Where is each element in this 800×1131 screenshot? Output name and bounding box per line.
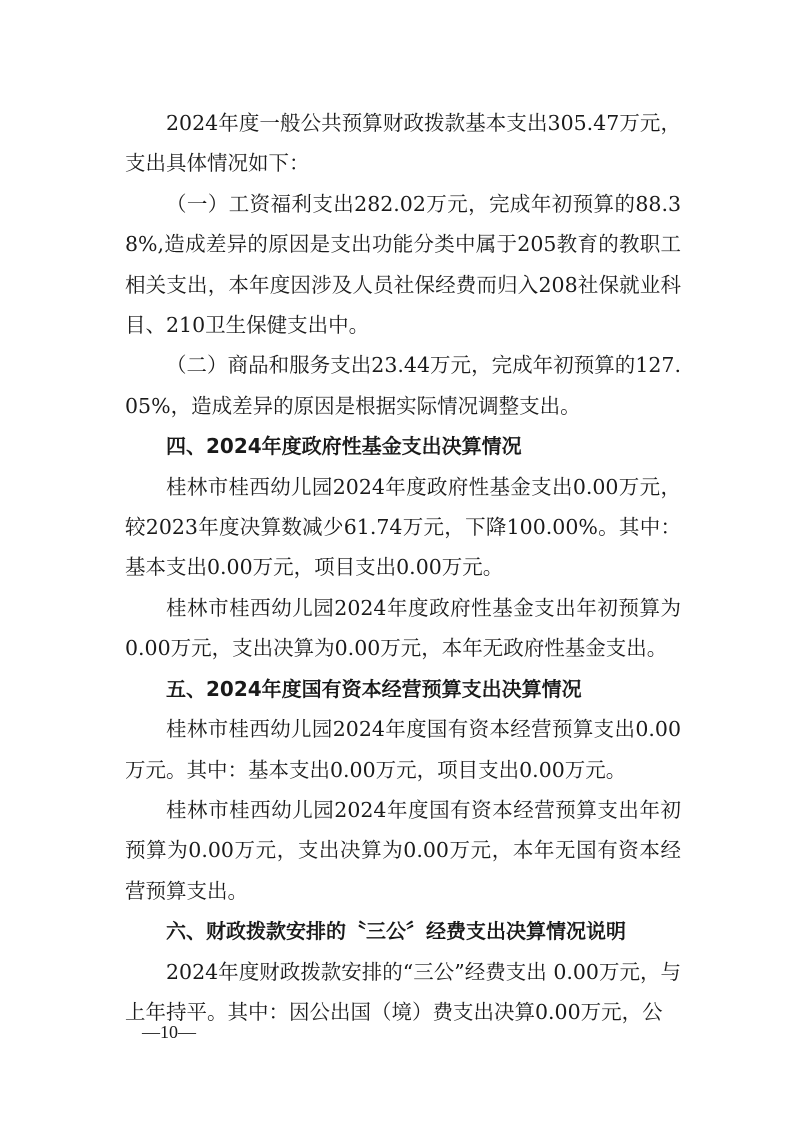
paragraph-state-capital-budget: 桂林市桂西幼儿园2024年度国有资本经营预算支出年初预算为0.00万元，支出决算为0.00万元，本年无国有资本经营预算支出。 [125,797,681,903]
section-heading-three-public: 六、财政拨款安排的〝三公〞经费支出决算情况说明 [166,919,626,944]
paragraph-basic-expenditure: 2024年度一般公共预算财政拨款基本支出305.47万元，支出具体情况如下： [125,111,681,176]
section-heading-state-capital: 五、2024年度国有资本经营预算支出决算情况 [166,676,582,701]
paragraph-goods-services: （二）商品和服务支出23.44万元，完成年初预算的127.05%，造成差异的原因是根据实际情况调整支出。 [125,353,681,418]
page-number: —10— [142,1022,196,1042]
paragraph-government-fund-expenditure: 桂林市桂西幼儿园2024年度政府性基金支出0.00万元，较2023年度决算数减少61.74万元，下降100.00%。其中：基本支出0.00万元，项目支出0.00万元。 [125,474,681,580]
paragraph-state-capital-expenditure: 桂林市桂西幼儿园2024年度国有资本经营预算支出0.00万元。其中：基本支出0.00万元，项目支出0.00万元。 [125,717,681,782]
section-heading-government-fund: 四、2024年度政府性基金支出决算情况 [166,434,522,459]
document-body [125,103,681,1032]
paragraph-three-public-expenditure: 2024年度财政拨款安排的“三公”经费支出 0.00万元，与上年持平。其中：因公出国（境）费支出决算0.00万元，公 [125,959,681,1024]
paragraph-government-fund-budget: 桂林市桂西幼儿园2024年度政府性基金支出年初预算为0.00万元，支出决算为0.00万元，本年无政府性基金支出。 [125,595,681,661]
paragraph-wages-welfare: （一）工资福利支出282.02万元，完成年初预算的88.38%,造成差异的原因是支出功能分类中属于205教育的教职工相关支出，本年度因涉及人员社保经费而归入208社保就业科目、210卫生保健支出中。 [125,191,681,338]
